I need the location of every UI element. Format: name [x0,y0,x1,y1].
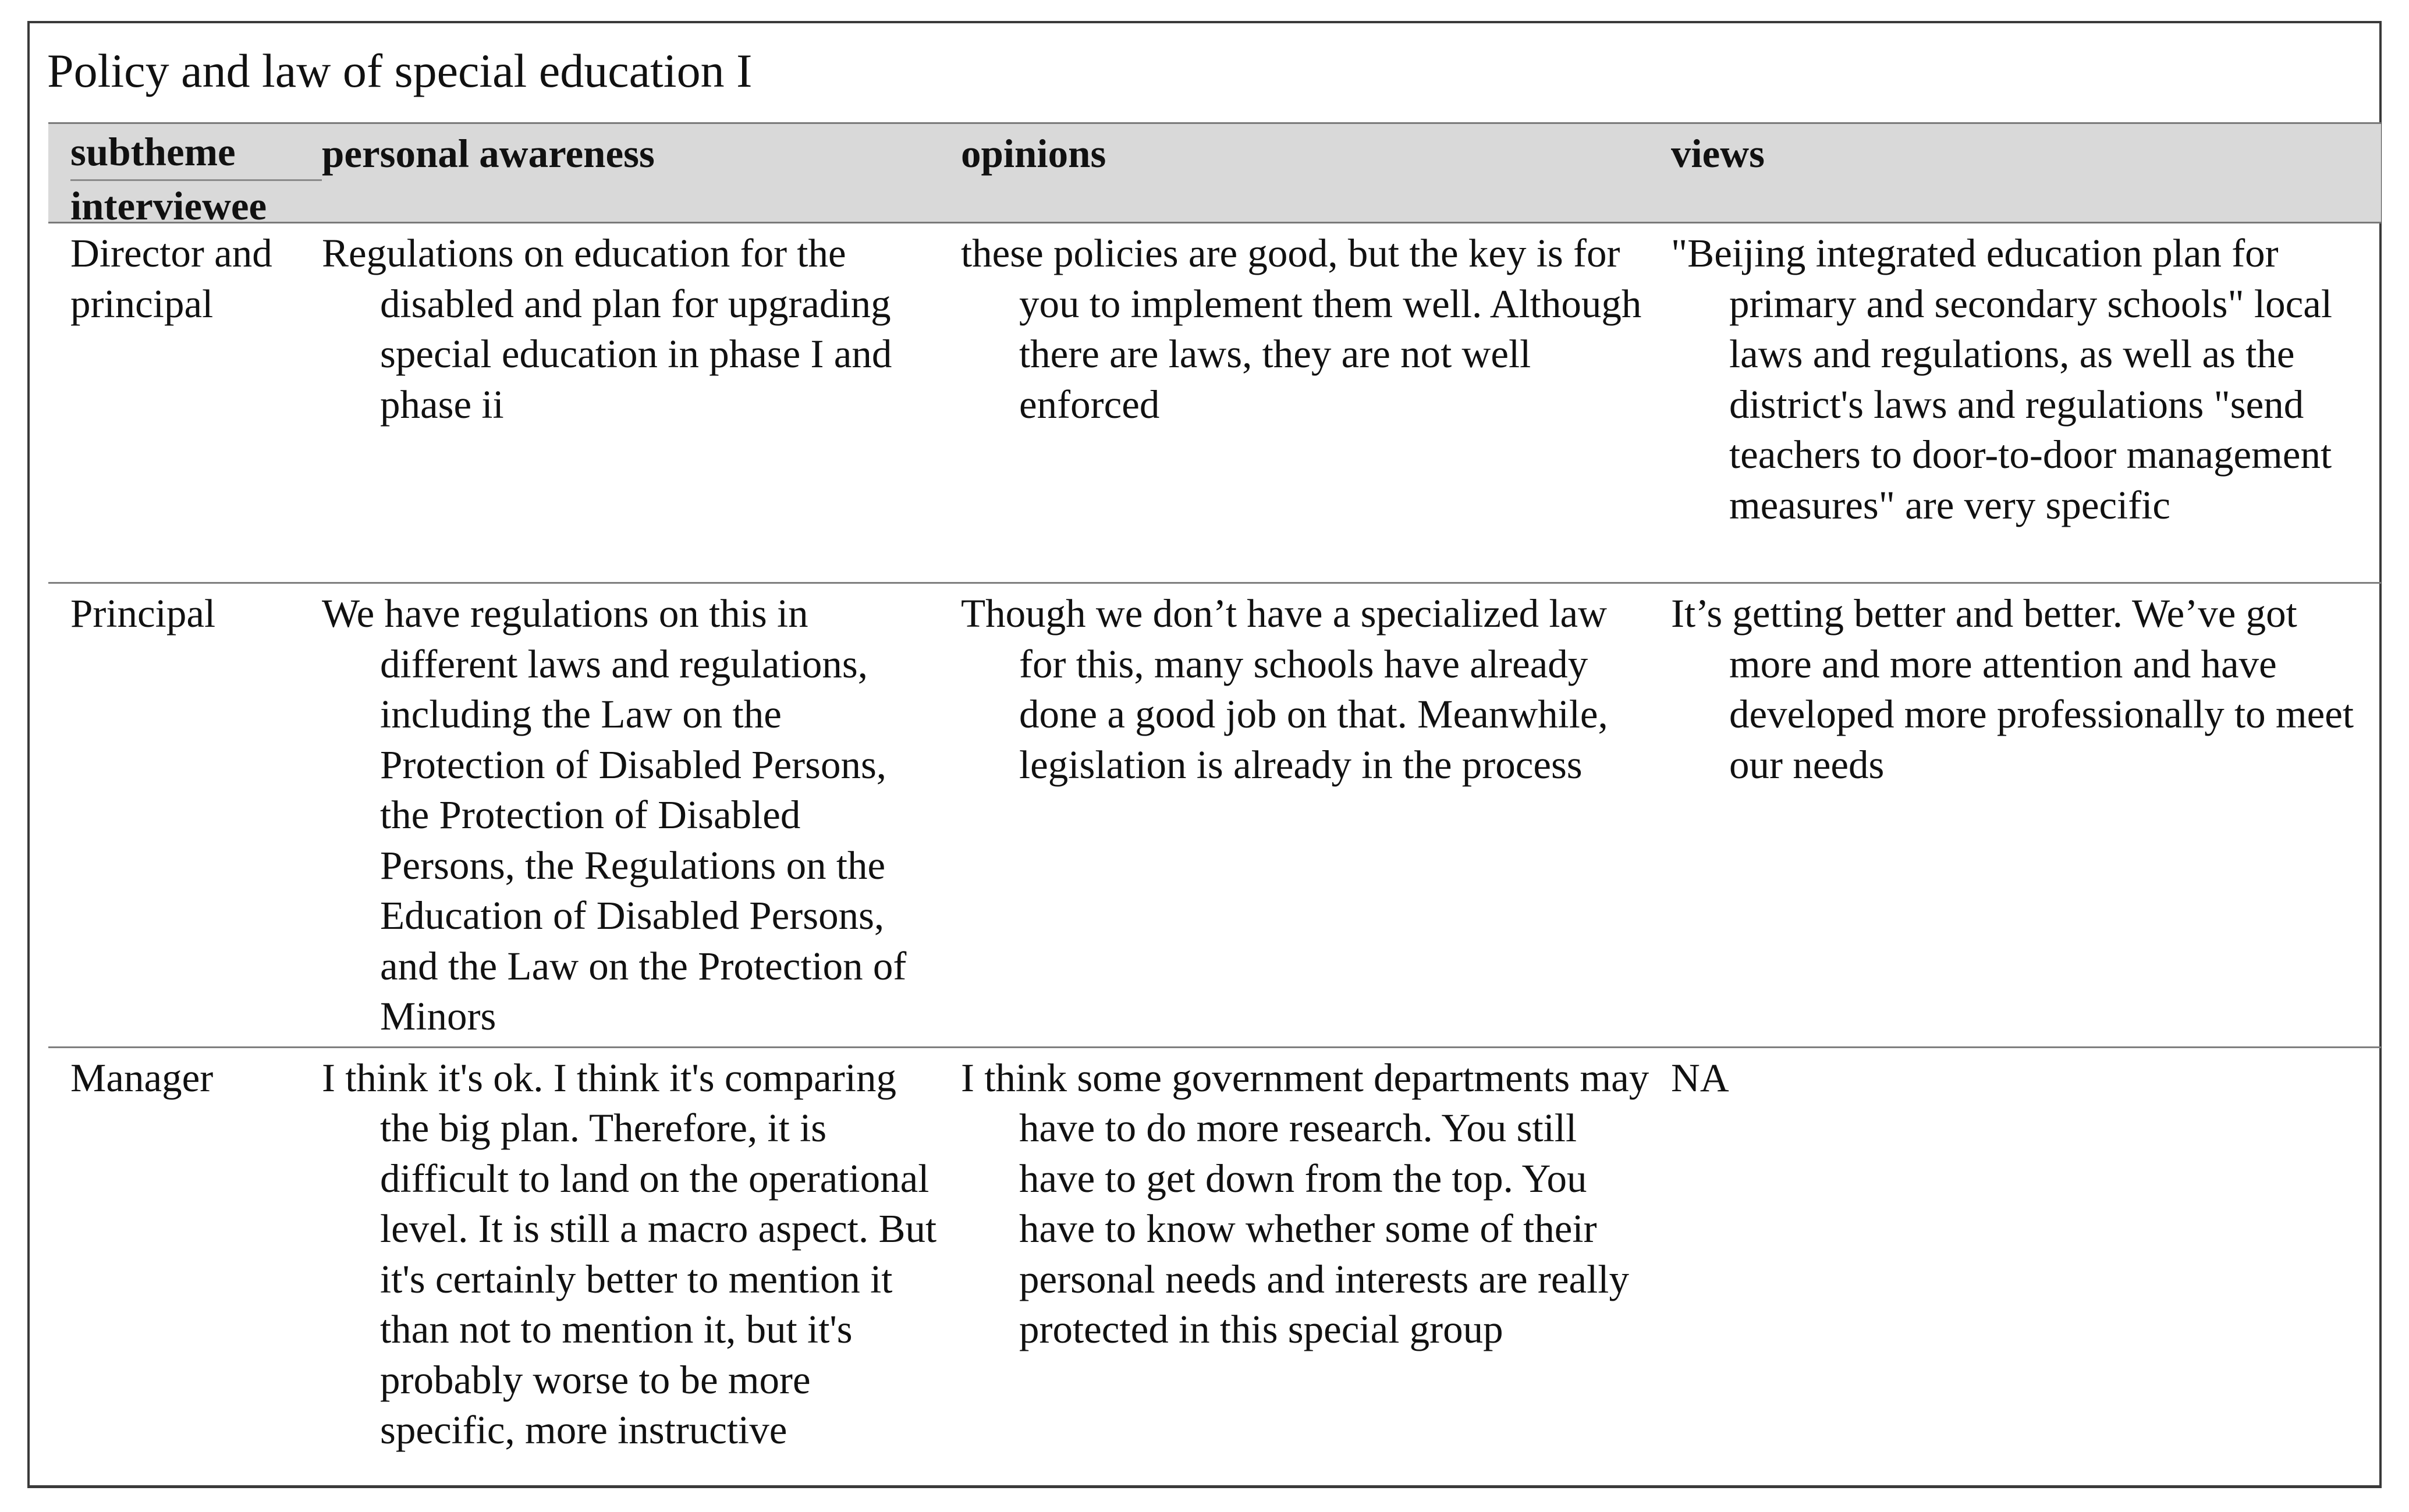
policy-table [48,122,2381,1507]
cell-views: "Beijing integrated education plan for primary and secondary schools" local laws and regulations, as well as the district's laws and regulations "send teachers to door-to-door management measures" are very specific [1671,223,2381,583]
cell-interviewee: Manager [70,1055,214,1100]
cell-interviewee: Director and principal [48,223,322,583]
table-row [48,583,2381,1048]
header-opinions: opinions [961,132,1106,176]
header-cell-views [1671,123,2381,223]
cell-views: It’s getting better and better. We’ve got more and more attention and have developed more professionally to meet our needs [1671,583,2381,1048]
header-views: views [1671,132,1765,176]
cell-personal-awareness: We have regulations on this in different laws and regulations, including the Law on the Protection of Disabled Persons, the Protection of Disabled Persons, the Regulations on the Education of Disabled Persons, and the Law on the Protection of Minors [322,583,961,1048]
table-row [48,1047,2381,1507]
table-header-row [48,123,2381,223]
cell-personal-awareness: Regulations on education for the disabled and plan for upgrading special education in phase I and phase ii [322,223,961,583]
header-interviewee: interviewee [70,184,267,228]
header-subtheme: subtheme [70,129,322,181]
cell-opinions: I think some government departments may have to do more research. You still have to get down from the top. You have to know whether some of their personal needs and interests are really protected in this special group [961,1055,1649,1351]
cell-personal-awareness: I think it's ok. I think it's comparing the big plan. Therefore, it is difficult to land on the operational level. It is still a macro aspect. But it's certainly better to mention it than not to mention it, but it's probably worse to be more specific, more instructive [322,1055,937,1452]
cell-interviewee: Principal [48,583,322,1048]
header-personal-awareness: personal awareness [322,132,655,176]
header-cell-subtheme-interviewee [48,123,322,228]
header-cell-personal-awareness [322,123,961,223]
table-title: Policy and law of special education I [47,44,753,97]
cell-opinions: these policies are good, but the key is for you to implement them well. Although there are laws, they are not well enforced [961,223,1671,583]
cell-opinions: Though we don’t have a specialized law for this, many schools have already done a good job on that. Meanwhile, legislation is already in the process [961,583,1671,1048]
document-frame [27,21,2382,1488]
cell-views: NA [1671,1055,1729,1100]
header-cell-opinions [961,123,1671,223]
table-row [48,223,2381,583]
